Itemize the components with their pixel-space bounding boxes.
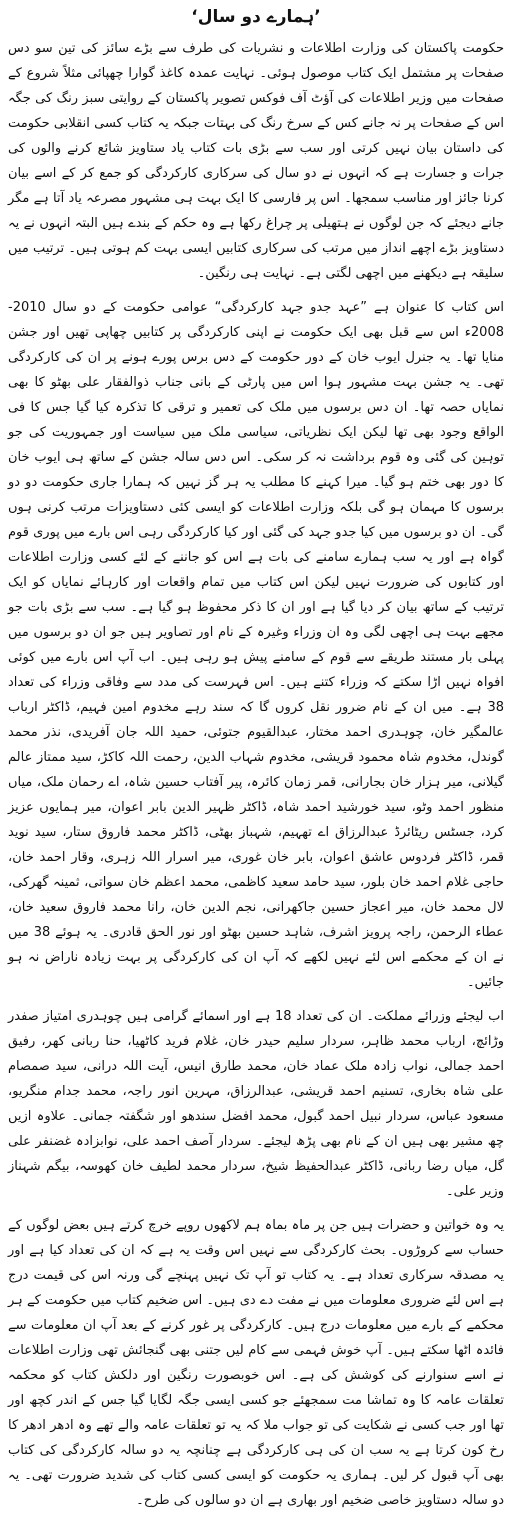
article-title: ’ہمارے دو سال‘ <box>191 7 321 27</box>
article-paragraph-2: اس کتاب کا عنوان ہے ”عہد جدو جہد کارکردگی“ عوامی حکومت کے دو سال 2010-2008ء اس سے قبل بھی ایک حکومت نے اپنی کارکردگی پر کتابیں چھاپی تھیں اور جشن منایا تھا۔ یہ جنرل ایوب خان کے دور حکومت کے دس برس پورے ہونے پر ان کی کارکردگی تھی۔ یہ جشن بہت مشہور ہوا اس میں پارٹی کے بانی جناب ذوالفقار علی بھٹو کا بھی نمایاں حصہ تھا۔ ان دس برسوں میں ملک کی تعمیر و ترقی کا تذکرہ کیا گیا جس کا فی الواقع وجود بھی تھا لیکن ایک نظریاتی، سیاسی ملک میں سیاست اور جمہوریت کی جو توہین کی گئی وہ قوم برداشت نہ کر سکی۔ اس دس سالہ جشن کے ساتھ ہی ایوب خان کا دور بھی ختم ہو گیا۔ میرا کہنے کا مطلب یہ ہر گز نہیں کہ ہمارا جاری حکومت دو دو برسوں کا مہمان ہو گی بلکہ وزارت اطلاعات کو ایسی کئی دستاویزات مرتب کرنی ہوں گی۔ ان دو برسوں میں کیا جدو جہد کی گئی اور کیا کارکردگی رہی اس بارے میں پوری قوم گواہ ہے اور یہ سب ہمارے سامنے کی بات ہے اس کو جاننے کے لئے کسی وزارت اطلاعات اور کتابوں کی ضرورت نہیں لیکن اس کتاب میں تمام واقعات اور کارہائے نمایاں کو ایک ترتیب کے ساتھ بیان کر دیا گیا ہے اور ان کا ذکر محفوظ ہو گیا ہے۔ سب سے بڑی بات جو مجھے بہت ہی اچھی لگی وہ ان وزراء وغیرہ کے نام اور تصاویر ہیں جو ان دو برسوں میں پہلی بار مستند طریقے سے قوم کے سامنے پیش ہو رہی ہیں۔ اب آپ اس بارے میں کوئی افواہ نہیں اڑا سکتے کہ وزراء کتنے ہیں۔ اس فہرست کی مدد سے وفاقی وزراء کی تعداد 38 ہے۔ میں ان کے نام ضرور نقل کروں گا کہ سند رہے مخدوم امین فہیم، ڈاکٹر ارباب عالمگیر خان، چوہدری احمد مختار، عبدالقیوم جتوئی، حمید اللہ جان آفریدی، نذر محمد گوندل، مخدوم شاہ محمود قریشی، مخدوم شہاب الدین، رحمت اللہ کاکڑ، سید ممتاز عالم گیلانی، میر ہزار خان بجارانی، قمر زمان کائرہ، پیر آفتاب حسین شاہ، اے رحمان ملک، میاں منظور احمد وٹو، سید خورشید احمد شاہ، ڈاکٹر ظہیر الدین بابر اعوان، میر ہمایوں عزیز کرد، جسٹس ریٹائرڈ عبدالرزاق اے تھہیم، شہباز بھٹی، ڈاکٹر محمد فاروق ستار، سید نوید قمر، ڈاکٹر فردوس عاشق اعوان، بابر خان غوری، میر اسرار اللہ زہری، وقار احمد خان، حاجی غلام احمد خان بلور، سید حامد سعید کاظمی، محمد اعظم خان سواتی، ثمینہ گھرکی، لال محمد خان، میر اعجاز حسین جاکھرانی، نجم الدین خان، رانا محمد فاروق سعید خان، عطاء الرحمن، راجہ پرویز اشرف، شاہد حسین بھٹو اور نور الحق قادری۔ یہ ہوئے 38 میں نے ان کے محکمے اس لئے نہیں لکھے کہ آپ ان کی کارکردگی پر بہت زیادہ ناراض نہ ہو جائیں۔ <box>8 300 504 990</box>
article-paragraph-1: حکومت پاکستان کی وزارت اطلاعات و نشریات کی طرف سے بڑے سائز کی تین سو دس صفحات پر مشتمل ایک کتاب موصول ہوئی۔ نہایت عمدہ کاغذ گوارا چھپائی مثلاً شروع کے صفحات میں وزیر اطلاعات کی آؤٹ آف فوکس تصویر پاکستان کے روایتی سبز رنگ کی جگہ اس کے صفحات پر نہ جانے کس کے سرخ رنگ کی بہتات جبکہ یہ کتاب کسی انقلابی حکومت کی داستان بیان نہیں کرتی اور سب سے بڑی بات کتاب یاد ستاویز شائع کرنے والوں کی جرات و جسارت ہے کہ انہوں نے دو سال کی سرکاری کارکردگی کو جمع کر کے اسے بیان کرنا جائز اور مناسب سمجھا۔ اس پر فارسی کا ایک بہت ہی مشہور مصرعہ یاد آتا ہے مگر جانے دیجئے کہ جن لوگوں نے ہتھیلی پر چراغ رکھا ہے وہ حکم کے بندے ہیں البتہ انہوں نے یہ دستاویز بڑے اچھے انداز میں مرتب کی سرکاری کتابیں ایسی بہت کم ہوتی ہیں۔ ترتیب میں سلیقہ ہے دیکھنے میں اچھی لگتی ہے۔ نہایت ہی رنگین۔ <box>8 41 504 281</box>
article-paragraph-4: یہ وہ خواتین و حضرات ہیں جن پر ماہ بماہ ہم لاکھوں روپے خرچ کرتے ہیں بعض لوگوں کے حساب سے کروڑوں۔ بحث کارکردگی سے نہیں اس وقت یہ ہے کہ ان کی تعداد کیا ہے اور یہ مصدقہ سرکاری تعداد ہے۔ یہ کتاب تو آپ تک نہیں پہنچے گی ورنہ اس کی قیمت درج ہے اس لئے ضروری معلومات میں نے مفت دے دی ہیں۔ اس ضخیم کتاب میں حکومت کے ہر محکمے کے بارے میں معلومات درج ہیں۔ کارکردگی پر غور کرنے کے بعد آپ ان معلومات سے فائدہ اٹھا سکتے ہیں۔ آپ خوش فہمی سے کام لیں جتنی بھی گنجائش تھی وزارت اطلاعات نے اسے سنوارنے کی کوشش کی ہے۔ اس خوبصورت رنگین اور دلکش کتاب کو محکمہ تعلقات عامہ کا وہ تماشا مت سمجھئے جو کسی ایسی جگہ لگایا گیا جس کے اندر کچھ اور تھا اور جب کسی نے شکایت کی تو جواب ملا کہ یہ تو تعلقات عامہ والے تھے وہ ادھر ادھر کا رخ کون کرتا ہے یہ سب ان کی ہی کارکردگی ہے چنانچہ یہ دو سالہ کارکردگی کی کتاب بھی آپ قبول کر لیں۔ ہماری یہ حکومت کو ایسی کسی کتاب کی شدید ضرورت تھی۔ یہ دو سالہ دستاویز خاصی ضخیم اور بھاری ہے ان دو سالوں کی طرح۔ <box>8 1218 504 1508</box>
article-paragraph-3: اب لیجئے وزرائے مملکت۔ ان کی تعداد 18 ہے اور اسمائے گرامی ہیں چوہدری امتیاز صفدر وڑائچ، ارباب محمد ظاہر، سردار سلیم حیدر خان، غلام فرید کاٹھیا، حنا ربانی کھر، رفیق احمد جمالی، نواب زادہ ملک عماد خان، محمد طارق انیس، آیت اللہ درانی، سید صمصام علی شاہ بخاری، تسنیم احمد قریشی، عبدالرزاق، مہرین انور راجہ، محمد جدام منگریو، مسعود عباس، سردار نبیل احمد گبول، محمد افضل سندھو اور شگفتہ جمانی۔ علاوہ ازیں چھ مشیر بھی ہیں ان کے نام بھی پڑھ لیجئے۔ سردار آصف احمد علی، نوابزادہ غضنفر علی گل، میاں رضا ربانی، ڈاکٹر عبدالحفیظ شیخ، سردار محمد لطیف خان کھوسہ، بیگم شہناز وزیر علی۔ <box>8 1009 504 1199</box>
